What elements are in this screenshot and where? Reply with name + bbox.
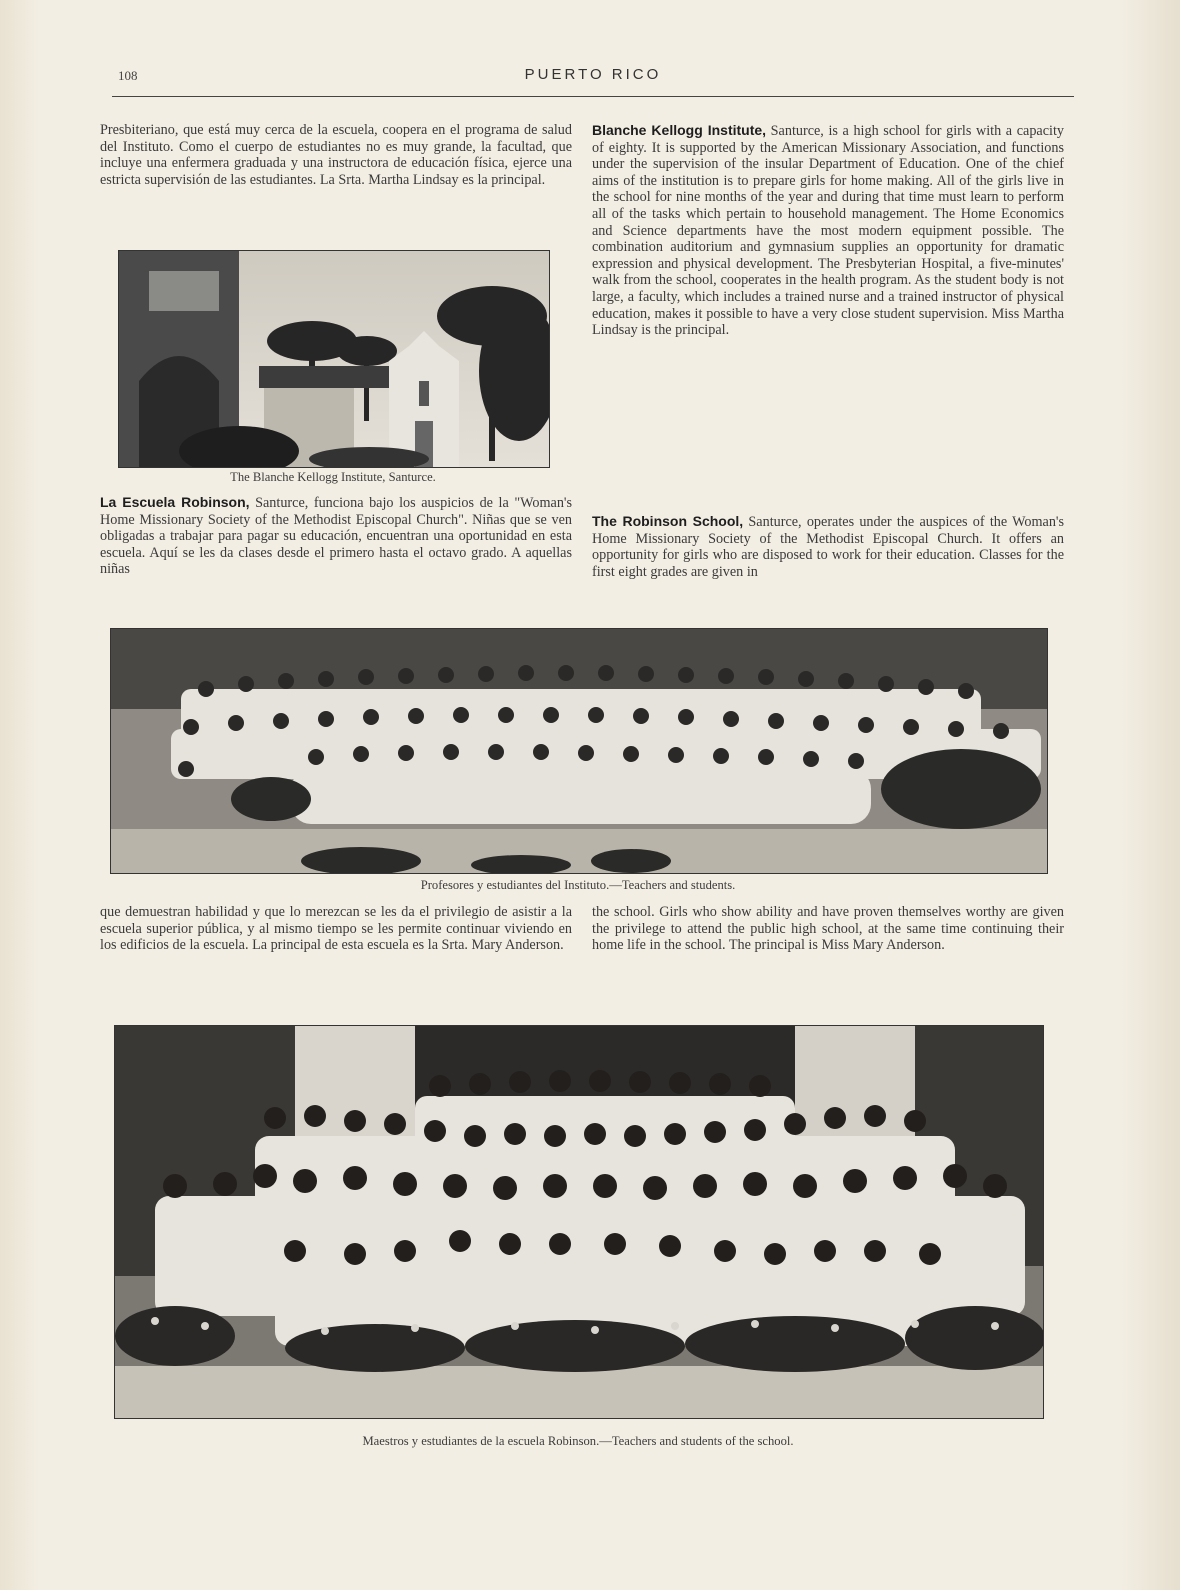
robinson-heading-en: The Robinson School, [592, 513, 744, 529]
institute-building-photo [118, 250, 550, 468]
left-column-robinson-text [100, 494, 572, 578]
left-column-intro-text [100, 122, 572, 188]
institute-photo-caption: The Blanche Kellogg Institute, Santurce. [230, 470, 436, 484]
right-column-robinson-text [592, 513, 1064, 580]
page-header [112, 60, 1074, 97]
robinson-paragraph-es: Santurce, funciona bajo los auspicios de la "Woman's Home Missionary Society of the Methodist Episcopal Church". Niñas que se ven obligadas a trabajar para pagar su educación, encuentran una oportunidad en esta escuela. Aquí se les da clases desde el primero hasta el octavo grado. A aquellas niñas [100, 495, 572, 578]
kellogg-heading-en: Blanche Kellogg Institute, [592, 122, 767, 138]
running-title: PUERTO RICO [524, 66, 662, 83]
page-number: 108 [118, 68, 138, 83]
robinson-continuation-en: the school. Girls who show ability and have proven themselves worthy are given the privilege to attend the public high school, at the same time continuing their home life in the school. The principal is Miss Mary Anderson. [592, 904, 1064, 954]
robinson-group-photo [114, 1025, 1044, 1419]
institute-group-caption: Profesores y estudiantes del Instituto.—Teachers and students. [420, 878, 736, 892]
right-column-bottom-text [592, 904, 1064, 954]
intro-paragraph: Presbiteriano, que está muy cerca de la escuela, coopera en el programa de salud del Instituto. Como el cuerpo de estudiantes no es muy grande, la facultad, que incluye una enfermera graduada y una instructora de educación física, ejerce una estricta supervisión de las estudiantes. La Srta. Martha Lindsay es la principal. [100, 122, 572, 188]
right-column-kellogg-text [592, 122, 1064, 339]
robinson-heading-es: La Escuela Robinson, [100, 494, 250, 510]
robinson-group-caption: Maestros y estudiantes de la escuela Robinson.—Teachers and students of the school. [362, 1434, 794, 1448]
robinson-paragraph-en: Santurce, operates under the auspices of the Woman's Home Missionary Society of the Methodist Episcopal Church. It offers an opportunity for girls who are disposed to work for their education. Classes for the first eight grades are given in [592, 514, 1064, 580]
institute-group-photo [110, 628, 1048, 874]
kellogg-paragraph-en: Santurce, is a high school for girls with a capacity of eighty. It is supported by the American Missionary Association, and functions under the supervision of the insular Department of Education. One of the chief aims of the institution is to prepare girls for home making. All of the girls live in the school for nine months of the year and during that time must learn to perform all of the tasks which pertain to household management. The Home Economics and Science departments have the most modern equipment possible. The combination auditorium and gymnasium supplies an opportunity for dramatic expression and physical development. The Presbyterian Hospital, a five-minutes' walk from the school, cooperates in the health program. As the student body is not large, a faculty, which includes a trained nurse and a trained instructor of physical education, makes it possible to have a very close student supervision. Miss Martha Lindsay is the principal. [592, 123, 1064, 339]
left-column-bottom-text [100, 904, 572, 954]
robinson-continuation-es: que demuestran habilidad y que lo merezcan se les da el privilegio de asistir a la escuela superior pública, y al mismo tiempo se les permite continuar viviendo en los edificios de la escuela. La principal de esta escuela es la Srta. Mary Anderson. [100, 904, 572, 954]
